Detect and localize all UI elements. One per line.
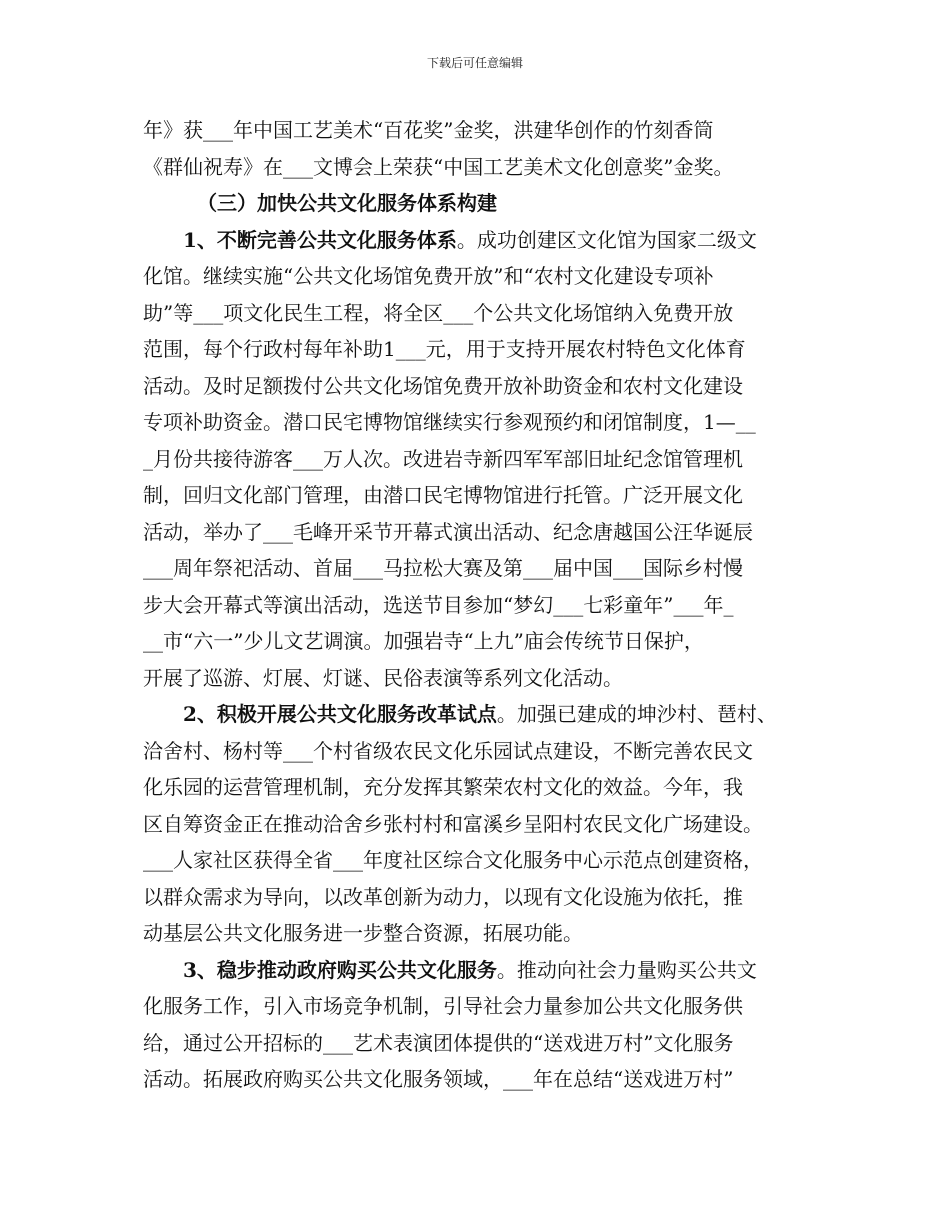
- line-text: 活动。及时足额拨付公共文化场馆免费开放补助资金和农村文化建设: [143, 373, 743, 398]
- text-line: [143, 222, 811, 259]
- line-text: 。成功创建区文化馆为国家二级文: [456, 227, 757, 252]
- document-body: [143, 112, 811, 1098]
- line-text: 年》获___年中国工艺美术“百花奖”金奖，洪建华创作的竹刻香筒: [143, 118, 714, 142]
- text-line: [143, 915, 811, 952]
- page-header: 下载后可任意编辑: [426, 56, 523, 70]
- text-line: [143, 441, 811, 478]
- text-line: [143, 258, 811, 295]
- text-line: [143, 733, 811, 770]
- line-text: 动基层公共文化服务进一步整合资源，拓展功能。: [143, 921, 583, 945]
- text-line: [143, 514, 811, 551]
- line-text: ___周年祭祀活动、首届___马拉松大赛及第___届中国___国际乡村慢: [143, 556, 743, 580]
- text-line: [143, 1061, 811, 1098]
- text-line: [143, 952, 811, 989]
- text-line: [143, 879, 811, 916]
- line-text: 化馆。继续实施“公共文化场馆免费开放”和“农村文化建设专项补: [143, 264, 714, 288]
- line-text: 化服务工作，引入市场竞争机制，引导社会力量参加公共文化服务供: [143, 994, 743, 1018]
- text-line: [143, 368, 811, 405]
- line-text: 制，回归文化部门管理，由潜口民宅博物馆进行托管。广泛开展文化: [143, 483, 743, 507]
- line-text: 步大会开幕式等演出活动，选送节目参加“梦幻___七彩童年”___年_: [143, 592, 734, 617]
- text-line: [143, 295, 811, 332]
- bold-heading-text: 2、积极开展公共文化服务改革试点: [183, 702, 497, 726]
- text-line: [143, 112, 811, 149]
- line-text: 化乐园的运营管理机制，充分发挥其繁荣农村文化的效益。今年，我: [143, 775, 743, 799]
- line-text: 洽舍村、杨村等___个村省级农民文化乐园试点建设，不断完善农民文: [143, 738, 753, 763]
- text-line: [143, 149, 811, 186]
- line-text: _月份共接待游客___万人次。改进岩寺新四军军部旧址纪念馆管理机: [143, 446, 743, 471]
- section-heading: [143, 185, 811, 222]
- line-text: ___人家社区获得全省___年度社区综合文化服务中心示范点创建资格，: [143, 848, 763, 872]
- text-line: [143, 331, 811, 368]
- text-line: [143, 806, 811, 843]
- line-text: 开展了巡游、灯展、灯谜、民俗表演等系列文化活动。: [143, 665, 623, 690]
- line-text: 助”等___项文化民生工程，将全区___个公共文化场馆纳入免费开放: [143, 300, 734, 325]
- bold-heading-text: 3、稳步推动政府购买公共文化服务: [183, 957, 497, 982]
- text-line: [143, 842, 811, 879]
- text-line: [143, 477, 811, 514]
- text-line: [143, 404, 811, 441]
- line-text: 专项补助资金。潜口民宅博物馆继续实行参观预约和闭馆制度，1—__: [143, 410, 756, 434]
- text-line: [143, 660, 811, 697]
- text-line: [143, 769, 811, 806]
- text-line: [143, 988, 811, 1025]
- text-line: [143, 550, 811, 587]
- line-text: 《群仙祝寿》在___文博会上荣获“中国工艺美术文化创意奖”金奖。: [143, 154, 734, 179]
- line-text: __市“六一”少儿文艺调演。加强岩寺“上九”庙会传统节日保护，: [143, 629, 704, 653]
- line-text: 给，通过公开招标的___艺术表演团体提供的“送戏进万村”文化服务: [143, 1030, 734, 1055]
- line-text: 。加强已建成的坤沙村、琶村、: [496, 702, 777, 726]
- line-text: 。推动向社会力量购买公共文: [496, 957, 757, 982]
- line-text: 范围，每个行政村每年补助1___元，用于支持开展农村特色文化体育: [143, 337, 746, 361]
- text-line: [143, 623, 811, 660]
- line-text: 以群众需求为导向，以改革创新为动力，以现有文化设施为依托，推: [143, 884, 743, 909]
- text-line: [143, 1025, 811, 1062]
- text-line: [143, 696, 811, 733]
- bold-heading-text: 1、不断完善公共文化服务体系: [183, 227, 457, 252]
- line-text: 区自筹资金正在推动洽舍乡张村村和富溪乡呈阳村农民文化广场建设。: [143, 811, 763, 836]
- bold-heading-text: （三）加快公共文化服务体系构建: [197, 191, 497, 215]
- text-line: [143, 587, 811, 624]
- line-text: 活动，举办了___毛峰开采节开幕式演出活动、纪念唐越国公汪华诞辰: [143, 519, 753, 544]
- line-text: 活动。拓展政府购买公共文化服务领域，___年在总结“送戏进万村”: [143, 1067, 734, 1091]
